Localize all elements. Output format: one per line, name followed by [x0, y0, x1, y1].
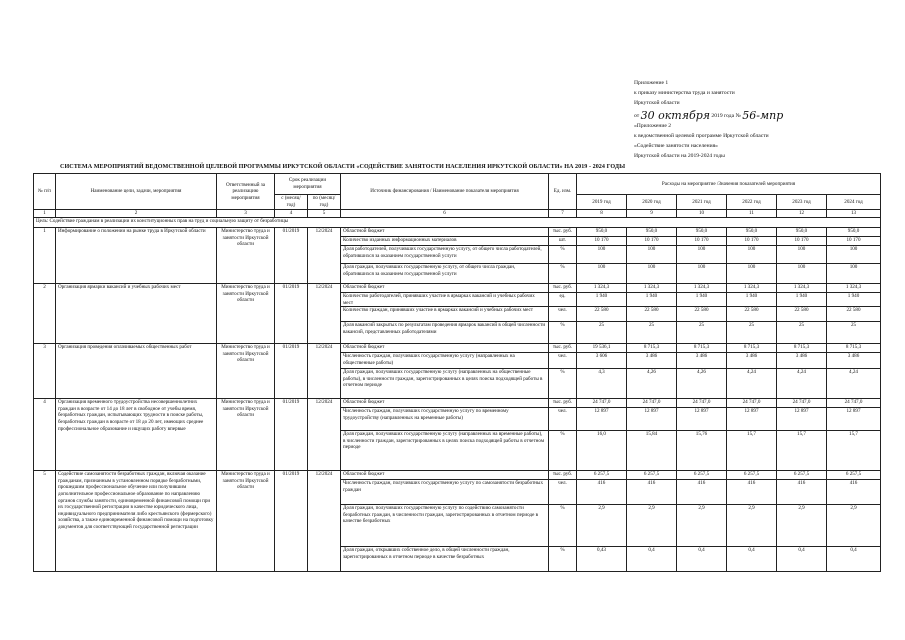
activity-from: 01/2019	[275, 284, 308, 344]
indicator-value: 2,9	[627, 505, 677, 547]
activity-row	[34, 399, 881, 408]
indicator-label: Численность граждан, получивших государственную услугу (направленных на общественные работы)	[341, 353, 549, 369]
indicator-label: Количество работодателей, принявших участие в ярмарках вакансий и учебных рабочих мест	[341, 293, 549, 307]
indicator-value: 24 747,0	[827, 399, 881, 408]
indicator-value: 15,84	[627, 431, 677, 471]
header-name: Наименование цели, задачи, мероприятия	[56, 174, 217, 210]
activity-name: Организация ярмарки вакансий и учебных рабочих мест	[56, 284, 217, 344]
indicator-value: 100	[577, 246, 627, 264]
indicator-value: 15,7	[827, 431, 881, 471]
indicator-value: 22 580	[727, 307, 777, 322]
indicator-value: 8 715,3	[727, 344, 777, 353]
indicator-value: 25	[627, 322, 677, 344]
indicator-value: 22 580	[577, 307, 627, 322]
indicator-unit: тыс. руб.	[549, 228, 577, 237]
activity-responsible: Министерство труда и занятости Иркутской области	[217, 284, 275, 344]
indicator-value: 416	[677, 480, 727, 505]
indicator-value: 416	[777, 480, 827, 505]
indicator-value: 10 170	[677, 237, 727, 246]
indicator-value: 100	[777, 246, 827, 264]
indicator-value: 2,9	[577, 505, 627, 547]
activity-number: 2	[34, 284, 56, 344]
indicator-value: 416	[827, 480, 881, 505]
column-number: 5	[308, 210, 341, 218]
indicator-label: Доля граждан, получивших государственную услугу (направленных на временные работы), в численности граждан, зарегистрированных в целях поиска подходящей работы в отчетном периоде	[341, 431, 549, 471]
header-period: Срок реализации мероприятия	[275, 174, 341, 195]
activity-row	[34, 344, 881, 353]
activity-to: 12/2024	[308, 399, 341, 471]
indicator-value: 1 940	[677, 293, 727, 307]
indicator-label: Доля граждан, получивших государственную услугу по содействию самозанятости безработных граждан, в численности граждан, зарегистрированных в отчетном периоде в качестве безработных	[341, 505, 549, 547]
column-number: 7	[549, 210, 577, 218]
indicator-value: 3 606	[577, 353, 627, 369]
indicator-value: 24 747,0	[727, 399, 777, 408]
activity-row	[34, 471, 881, 480]
header-year: 2019 год	[577, 195, 627, 210]
activity-name: Организация проведения оплачиваемых общественных работ	[56, 344, 217, 399]
appendix-line: Иркутской области на 2019-2024 годы	[634, 153, 725, 160]
indicator-value: 0,4	[727, 547, 777, 572]
indicator-value: 25	[777, 322, 827, 344]
indicator-value: 1 324,3	[727, 284, 777, 293]
indicator-value: 24 747,0	[627, 399, 677, 408]
appendix-line: «Приложение 2	[634, 122, 672, 129]
indicator-value: 19 536,1	[577, 344, 627, 353]
header-unit: Ед. изм.	[549, 174, 577, 210]
indicator-value: 12 897	[677, 408, 727, 431]
indicator-label: Доля граждан, получивших государственную услугу (направленных на общественные работы), в численности граждан, зарегистрированных в целях поиска подходящей работы в отчетном периоде	[341, 369, 549, 399]
indicator-value: 2,9	[777, 505, 827, 547]
indicator-unit: %	[549, 264, 577, 284]
indicator-value: 0,4	[827, 547, 881, 572]
indicator-value: 950,0	[577, 228, 627, 237]
indicator-value: 100	[827, 264, 881, 284]
indicator-value: 950,0	[627, 228, 677, 237]
indicator-value: 10 170	[727, 237, 777, 246]
activity-from: 01/2019	[275, 399, 308, 471]
activity-number: 4	[34, 399, 56, 471]
indicator-value: 1 940	[577, 293, 627, 307]
header-year: 2024 год	[827, 195, 881, 210]
activity-responsible: Министерство труда и занятости Иркутской области	[217, 471, 275, 572]
indicator-value: 2,9	[727, 505, 777, 547]
indicator-value: 100	[627, 264, 677, 284]
indicator-value: 8 715,3	[677, 344, 727, 353]
column-number: 13	[827, 210, 881, 218]
indicator-value: 100	[727, 246, 777, 264]
indicator-value: 3 486	[627, 353, 677, 369]
appendix-line: «Содействие занятости населения»	[634, 143, 718, 150]
indicator-value: 950,0	[777, 228, 827, 237]
indicator-label: Областной бюджет	[341, 471, 549, 480]
header-responsible: Ответственный за реализацию мероприятия	[217, 174, 275, 210]
indicator-value: 15,76	[677, 431, 727, 471]
activity-number: 5	[34, 471, 56, 572]
indicator-unit: чел.	[549, 408, 577, 431]
activity-to: 12/2024	[308, 284, 341, 344]
indicator-value: 22 580	[627, 307, 677, 322]
indicator-value: 416	[577, 480, 627, 505]
indicator-label: Областной бюджет	[341, 344, 549, 353]
activity-from: 01/2019	[275, 344, 308, 399]
indicator-value: 25	[827, 322, 881, 344]
indicator-value: 12 897	[777, 408, 827, 431]
indicator-value: 2,9	[827, 505, 881, 547]
indicator-value: 1 324,3	[627, 284, 677, 293]
activity-responsible: Министерство труда и занятости Иркутской области	[217, 228, 275, 284]
indicator-value: 3 486	[827, 353, 881, 369]
indicator-unit: чел.	[549, 480, 577, 505]
indicator-unit: ед.	[549, 293, 577, 307]
indicator-value: 1 324,3	[677, 284, 727, 293]
indicator-value: 6 257,5	[727, 471, 777, 480]
indicator-value: 1 940	[627, 293, 677, 307]
indicator-value: 25	[577, 322, 627, 344]
indicator-value: 8 715,3	[777, 344, 827, 353]
appendix-line: Приложение 1	[634, 80, 669, 86]
indicator-value: 4,24	[727, 369, 777, 399]
indicator-value: 8 715,3	[627, 344, 677, 353]
handwritten-date: 30 октября	[640, 108, 711, 122]
indicator-value: 1 940	[727, 293, 777, 307]
indicator-value: 22 580	[677, 307, 727, 322]
indicator-value: 24 747,0	[677, 399, 727, 408]
indicator-value: 6 257,5	[777, 471, 827, 480]
activity-number: 3	[34, 344, 56, 399]
header-from: с (месяц/ год)	[275, 195, 308, 210]
indicator-value: 0,4	[777, 547, 827, 572]
indicator-unit: тыс. руб.	[549, 344, 577, 353]
indicator-value: 100	[627, 246, 677, 264]
indicator-value: 22 580	[827, 307, 881, 322]
indicator-value: 6 257,5	[827, 471, 881, 480]
header-source: Источник финансирования / Наименование показателя мероприятия	[341, 174, 549, 210]
header-year: 2020 год	[627, 195, 677, 210]
appendix-date-line	[634, 109, 894, 121]
indicator-value: 2,9	[677, 505, 727, 547]
indicator-value: 950,0	[727, 228, 777, 237]
appendix-header	[634, 78, 894, 162]
indicator-value: 950,0	[827, 228, 881, 237]
activity-from: 01/2019	[275, 471, 308, 572]
column-number: 10	[677, 210, 727, 218]
indicator-unit: тыс. руб.	[549, 471, 577, 480]
column-number: 6	[341, 210, 549, 218]
column-number: 8	[577, 210, 627, 218]
activity-to: 12/2024	[308, 344, 341, 399]
indicator-unit: %	[549, 369, 577, 399]
indicator-value: 6 257,5	[627, 471, 677, 480]
indicator-label: Численность граждан, получивших государственную услугу по временному трудоустройству (направленных на временные работы)	[341, 408, 549, 431]
indicator-unit: шт.	[549, 237, 577, 246]
indicator-value: 12 897	[577, 408, 627, 431]
indicator-value: 4,26	[627, 369, 677, 399]
indicator-value: 4,26	[677, 369, 727, 399]
activity-responsible: Министерство труда и занятости Иркутской области	[217, 399, 275, 471]
indicator-unit: тыс. руб.	[549, 284, 577, 293]
indicator-value: 100	[827, 246, 881, 264]
activity-name: Содействие самозанятости безработных граждан, включая оказание гражданам, признанным в установленном порядке безработными, прошедшим профессиональное обучение или получившим дополнительное профессиональное образование по направлению органов службы занятости, единовременной финансовой помощи при их государственной регистрации в качестве юридического лица, индивидуального предпринимателя либо крестьянского (фермерского) хозяйства, а также единовременной финансовой помощи на подготовку документов для соответствующей государственной регистрации	[56, 471, 217, 572]
activity-responsible: Министерство труда и занятости Иркутской области	[217, 344, 275, 399]
indicator-value: 1 324,3	[777, 284, 827, 293]
indicator-value: 10 170	[627, 237, 677, 246]
indicator-unit: %	[549, 505, 577, 547]
indicator-value: 24 747,0	[777, 399, 827, 408]
activity-row	[34, 284, 881, 293]
indicator-value: 4,3	[577, 369, 627, 399]
indicator-value: 10 170	[577, 237, 627, 246]
indicator-label: Количество изданных информационных материалов	[341, 237, 549, 246]
indicator-value: 100	[677, 264, 727, 284]
indicator-value: 416	[627, 480, 677, 505]
indicator-value: 24 747,0	[577, 399, 627, 408]
column-number: 9	[627, 210, 677, 218]
goal-text: Цель: Содействие гражданам в реализации их конституционных прав на труд и социальную защиту от безработицы	[34, 218, 881, 228]
activity-from: 01/2019	[275, 228, 308, 284]
indicator-value: 22 580	[777, 307, 827, 322]
appendix-line: к ведомственной целевой программе Иркутской области	[634, 133, 769, 140]
indicator-value: 100	[577, 264, 627, 284]
indicator-unit: чел.	[549, 307, 577, 322]
indicator-label: Количество граждан, принявших участие в ярмарках вакансий и учебных рабочих мест	[341, 307, 549, 322]
indicator-label: Областной бюджет	[341, 284, 549, 293]
activity-name: Организация временного трудоустройства несовершеннолетних граждан в возрасте от 14 до 18 лет в свободное от учебы время, безработных граждан, испытывающих трудности в поиске работы, безработных граждан в возрасте от 18 до 20 лет, имеющих среднее профессиональное образование и ищущих работу впервые	[56, 399, 217, 471]
document-title: СИСТЕМА МЕРОПРИЯТИЙ ВЕДОМСТВЕННОЙ ЦЕЛЕВОЙ ПРОГРАММЫ ИРКУТСКОЙ ОБЛАСТИ «СОДЕЙСТВИЕ ЗАНЯТОСТИ НАСЕЛЕНИЯ ИРКУТСКОЙ ОБЛАСТИ» НА 2019 - 2024 ГОДЫ	[60, 164, 626, 170]
activity-to: 12/2024	[308, 228, 341, 284]
indicator-unit: чел.	[549, 353, 577, 369]
indicator-value: 0,4	[627, 547, 677, 572]
indicator-unit: %	[549, 322, 577, 344]
indicator-value: 4,24	[777, 369, 827, 399]
indicator-value: 6 257,5	[677, 471, 727, 480]
indicator-value: 25	[677, 322, 727, 344]
indicator-value: 0,4	[677, 547, 727, 572]
column-number: 3	[217, 210, 275, 218]
indicator-value: 3 486	[777, 353, 827, 369]
indicator-label: Областной бюджет	[341, 399, 549, 408]
header-year: 2021 год	[677, 195, 727, 210]
activity-to: 12/2024	[308, 471, 341, 572]
column-number: 11	[727, 210, 777, 218]
indicator-unit: %	[549, 246, 577, 264]
column-number: 2	[56, 210, 217, 218]
header-to: по (месяц/ год)	[308, 195, 341, 210]
indicator-value: 950,0	[677, 228, 727, 237]
header-expenses: Расходы на мероприятие /Значения показателей мероприятия	[577, 174, 881, 195]
goal-row	[34, 218, 881, 228]
indicator-value: 16,0	[577, 431, 627, 471]
column-number: 4	[275, 210, 308, 218]
indicator-value: 12 897	[827, 408, 881, 431]
indicator-value: 416	[727, 480, 777, 505]
activity-number: 1	[34, 228, 56, 284]
indicator-label: Доля граждан, открывших собственное дело, в общей численности граждан, зарегистрированных в отчетном периоде в качестве безработных	[341, 547, 549, 572]
indicator-value: 3 486	[677, 353, 727, 369]
indicator-value: 15,7	[777, 431, 827, 471]
handwritten-number: 56-мпр	[742, 108, 784, 122]
indicator-label: Численность граждан, получивших государственную услугу по самозанятости безработных граждан	[341, 480, 549, 505]
date-suffix: 2019 года №	[711, 112, 741, 119]
activity-row	[34, 228, 881, 237]
indicator-value: 25	[727, 322, 777, 344]
indicator-value: 4,24	[827, 369, 881, 399]
indicator-label: Доля граждан, получивших государственную услугу, от общего числа граждан, обратившихся за оказанием государственной услуги	[341, 264, 549, 284]
indicator-value: 8 715,3	[827, 344, 881, 353]
indicator-label: Доля вакансий закрытых по результатам проведения ярмарок вакансий в общей численности вакансий, представленных работодателями	[341, 322, 549, 344]
header-year: 2022 год	[727, 195, 777, 210]
indicator-value: 6 257,5	[577, 471, 627, 480]
indicator-value: 3 486	[727, 353, 777, 369]
indicator-label: Доля работодателей, получивших государственную услугу, от общего числа работодателей, обратившихся за оказанием государственной услуги	[341, 246, 549, 264]
activity-name: Информирование о положении на рынке труда в Иркутской области	[56, 228, 217, 284]
indicator-unit: %	[549, 547, 577, 572]
indicator-unit: %	[549, 431, 577, 471]
indicator-value: 15,7	[727, 431, 777, 471]
measures-table	[33, 173, 881, 572]
column-number: 1	[34, 210, 56, 218]
indicator-value: 1 324,3	[827, 284, 881, 293]
indicator-value: 100	[727, 264, 777, 284]
indicator-value: 10 170	[827, 237, 881, 246]
header-num: № п/п	[34, 174, 56, 210]
indicator-unit: тыс. руб.	[549, 399, 577, 408]
indicator-label: Областной бюджет	[341, 228, 549, 237]
indicator-value: 100	[777, 264, 827, 284]
column-number: 12	[777, 210, 827, 218]
appendix-line: к приказу министерства труда и занятости	[634, 90, 735, 97]
indicator-value: 12 897	[627, 408, 677, 431]
column-number-row	[34, 210, 881, 218]
header-year: 2023 год	[777, 195, 827, 210]
date-prefix: от	[634, 112, 640, 119]
indicator-value: 1 940	[777, 293, 827, 307]
indicator-value: 0,43	[577, 547, 627, 572]
indicator-value: 12 897	[727, 408, 777, 431]
appendix-line: Иркутской области	[634, 100, 680, 107]
indicator-value: 1 324,3	[577, 284, 627, 293]
indicator-value: 100	[677, 246, 727, 264]
indicator-value: 1 940	[827, 293, 881, 307]
indicator-value: 10 170	[777, 237, 827, 246]
